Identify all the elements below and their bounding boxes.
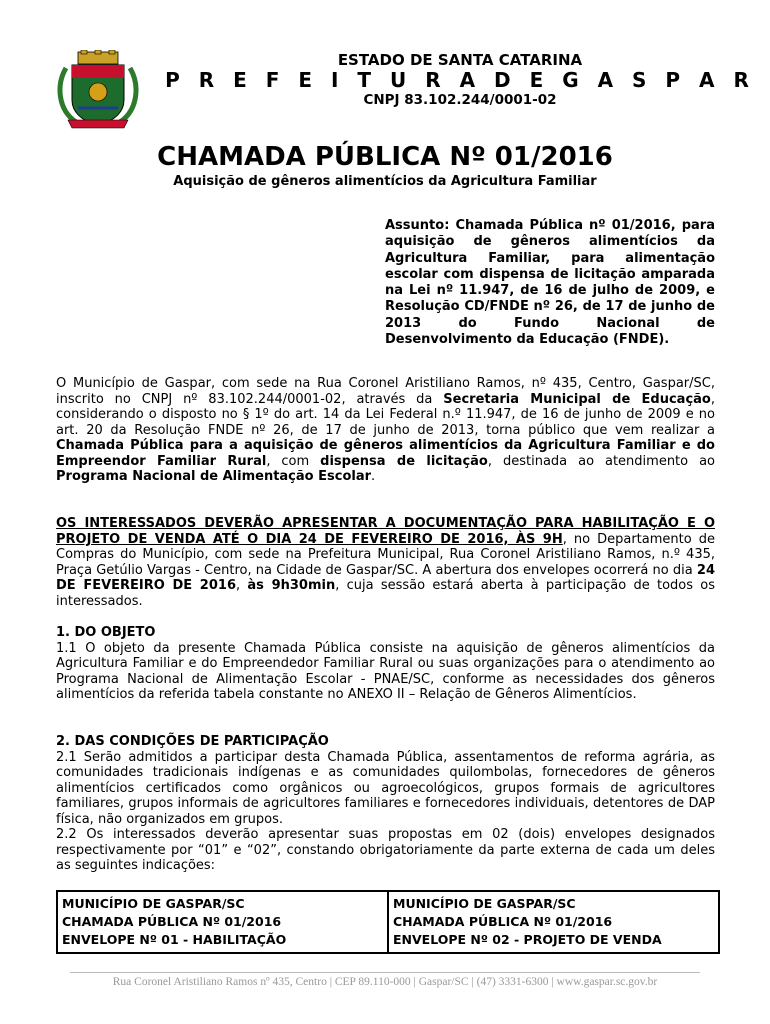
section-participacao	[56, 734, 715, 874]
footer-divider	[70, 972, 700, 973]
envelope-02-cell: MUNICÍPIO DE GASPAR/SC CHAMADA PÚBLICA Nº 01/2016 ENVELOPE Nº 02 - PROJETO DE VENDA	[388, 891, 719, 953]
intro-paragraph: O Município de Gaspar, com sede na Rua Coronel Aristiliano Ramos, nº 435, Centro, Gaspar/SC, inscrito no CNPJ nº 83.102.244/0001-02, através da Secretaria Municipal de Educação, considerando o disposto no § 1º do art. 14 da Lei Federal n.º 11.947, de 16 de junho de 2009 e no art. 20 da Resolução FNDE nº 26, de 17 de junho de 2013, torna público que vem realizar a Chamada Pública para a aquisição de gêneros alimentícios da Agricultura Familiar e do Empreendor Familiar Rural, com dispensa de licitação, destinada ao atendimento ao Programa Nacional de Alimentação Escolar.	[56, 376, 716, 484]
section-objeto	[56, 625, 715, 703]
section-text: 1.1 O objeto da presente Chamada Pública consiste na aquisição de gêneros alimentícios da Agricultura Familiar e do Empreendedor Familiar Rural ou suas organizações para o atendimento ao Programa Nacional de Alimentação Escolar - PNAE/SC, conforme as necessidades dos gêneros alimentícios da referida tabela constante no ANEXO II – Relação de Gêneros Alimentícios.	[56, 640, 715, 702]
header-cnpj: CNPJ 83.102.244/0001-02	[363, 92, 557, 108]
municipal-coat-of-arms-icon	[54, 50, 142, 132]
envelope-table	[56, 890, 720, 954]
envelope-01-cell: MUNICÍPIO DE GASPAR/SC CHAMADA PÚBLICA Nº 01/2016 ENVELOPE Nº 01 - HABILITAÇÃO	[57, 891, 388, 953]
header-city: P R E F E I T U R A D E G A S P A R	[165, 68, 755, 92]
section-heading: 1. DO OBJETO	[56, 625, 156, 640]
page-footer: Rua Coronel Aristiliano Ramos nº 435, Centro | CEP 89.110-000 | Gaspar/SC | (47) 3331-6300 | www.gaspar.sc.gov.br	[112, 976, 658, 988]
deadline-paragraph: OS INTERESSADOS DEVERÃO APRESENTAR A DOCUMENTAÇÃO PARA HABILITAÇÃO E O PROJETO DE VENDA ATÉ O DIA 24 DE FEVEREIRO DE 2016, ÀS 9H, no Departamento de Compras do Município, com sede na Prefeitura Municipal, Rua Coronel Aristiliano Ramos, n.º 435, Praça Getúlio Vargas - Centro, na Cidade de Gaspar/SC. A abertura dos envelopes ocorrerá no dia 24 DE FEVEREIRO DE 2016, às 9h30min, cuja sessão estará aberta à participação de todos os interessados.	[56, 516, 716, 609]
section-text: 2.2 Os interessados deverão apresentar suas propostas em 02 (dois) envelopes designados respectivamente por “01” e “02”, constando obrigatoriamente da parte externa de cada um deles as seguintes indicações:	[56, 827, 715, 873]
document-title: CHAMADA PÚBLICA Nº 01/2016	[157, 142, 613, 172]
section-heading: 2. DAS CONDIÇÕES DE PARTICIPAÇÃO	[56, 734, 329, 749]
header-state: ESTADO DE SANTA CATARINA	[337, 51, 583, 69]
assunto-block: Assunto: Chamada Pública nº 01/2016, para aquisição de gêneros alimentícios da Agricultura Familiar, para alimentação escolar com dispensa de licitação amparada na Lei nº 11.947, de 16 de julho de 2009, e Resolução CD/FNDE nº 26, de 17 de junho de 2013 do Fundo Nacional de Desenvolvimento da Educação (FNDE).	[385, 218, 715, 348]
section-text: 2.1 Serão admitidos a participar desta Chamada Pública, assentamentos de reforma agrária, as comunidades tradicionais indígenas e as comunidades quilombolas, fornecedores de gêneros alimentícios certificados como orgânicos ou agroecológicos, grupos formais de agricultores familiares, grupos informais de agricultores familiares e fornecedores individuais, detentores de DAP física, não organizados em grupos.	[56, 749, 715, 827]
document-subtitle: Aquisição de gêneros alimentícios da Agricultura Familiar	[173, 174, 597, 189]
